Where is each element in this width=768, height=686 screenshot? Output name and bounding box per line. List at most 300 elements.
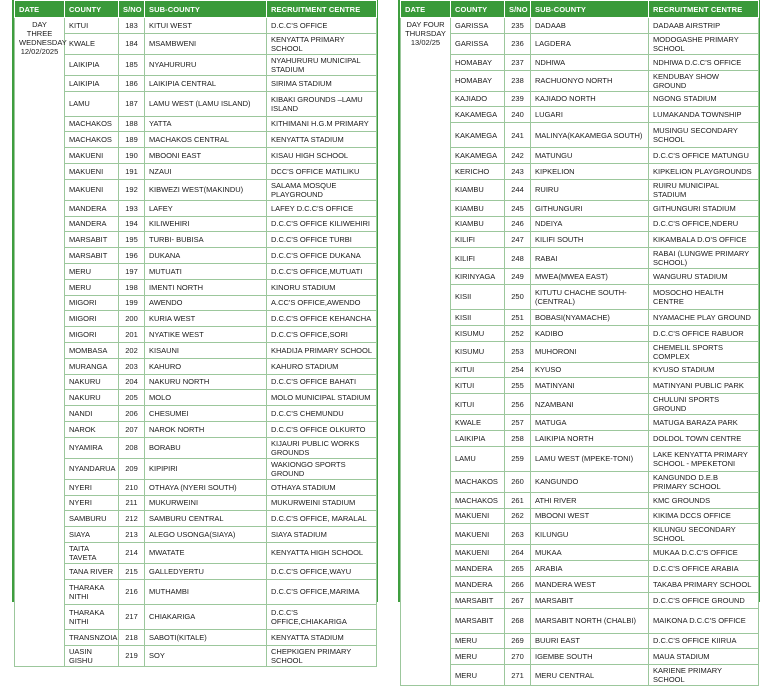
subcounty-cell: OTHAYA (NYERI SOUTH) xyxy=(145,479,267,495)
sno-cell: 184 xyxy=(119,33,145,54)
subcounty-cell: NAKURU NORTH xyxy=(145,374,267,390)
subcounty-cell: KIPIPIRI xyxy=(145,458,267,479)
sno-cell: 265 xyxy=(505,561,531,577)
centre-cell: KITHIMANI H.G.M PRIMARY xyxy=(267,116,377,132)
subcounty-cell: BUURI EAST xyxy=(531,633,649,649)
date-header: DATE xyxy=(401,1,451,18)
table-row xyxy=(15,132,377,148)
table-row xyxy=(15,216,377,232)
county-cell: LAIKIPIA xyxy=(65,75,119,91)
sno-cell: 206 xyxy=(119,406,145,422)
centre-cell: A.CC'S OFFICE,AWENDO xyxy=(267,295,377,311)
sno-cell: 215 xyxy=(119,563,145,579)
sno-cell: 262 xyxy=(505,508,531,524)
subcounty-cell: MUTUATI xyxy=(145,263,267,279)
county-cell: MARSABIT xyxy=(65,248,119,264)
centre-cell: SALAMA MOSQUE PLAYGROUND xyxy=(267,179,377,200)
table-row xyxy=(15,342,377,358)
sno-cell: 217 xyxy=(119,604,145,629)
subcounty-cell: MOLO xyxy=(145,390,267,406)
table-row xyxy=(15,200,377,216)
county-cell: KWALE xyxy=(65,33,119,54)
sno-cell: 240 xyxy=(505,107,531,123)
table-row xyxy=(401,18,759,34)
date-cell xyxy=(401,18,451,686)
county-cell: KITUI xyxy=(65,18,119,34)
subcounty-cell: CHESUMEI xyxy=(145,406,267,422)
subcounty-cell: ALEGO USONGA(SIAYA) xyxy=(145,527,267,543)
centre-cell: D.C.C'S OFFICE,WAYU xyxy=(267,563,377,579)
centre-cell: D.C.C'S OFFICE,SORI xyxy=(267,327,377,343)
centre-cell: D.C.C'S OFFICE xyxy=(267,18,377,34)
table-row xyxy=(401,545,759,561)
table-row xyxy=(401,70,759,91)
sno-cell: 238 xyxy=(505,70,531,91)
centre-cell: RUIRU MUNICIPAL STADIUM xyxy=(649,179,759,200)
centre-cell: KINORU STADIUM xyxy=(267,279,377,295)
date-line: THURSDAY xyxy=(405,29,446,38)
table-row xyxy=(15,563,377,579)
table-row xyxy=(401,649,759,665)
county-cell: MAKUENI xyxy=(65,163,119,179)
table-row xyxy=(15,248,377,264)
subcounty-cell: MUKURWEINI xyxy=(145,495,267,511)
county-cell: MERU xyxy=(451,649,505,665)
table-row xyxy=(15,295,377,311)
table-row xyxy=(401,200,759,216)
centre-cell: D.C.C'S OFFICE GROUND xyxy=(649,592,759,608)
centre-cell: D.C.C'S OFFICE ARABIA xyxy=(649,561,759,577)
table-row xyxy=(15,421,377,437)
subcounty-cell: MBOONI WEST xyxy=(531,508,649,524)
sno-cell: 190 xyxy=(119,148,145,164)
subcounty-cell: MARSABIT xyxy=(531,592,649,608)
centre-cell: D.C.C'S OFFICE OLKURTO xyxy=(267,421,377,437)
subcounty-cell: MATUGA xyxy=(531,415,649,431)
table-row xyxy=(15,579,377,604)
subcounty-cell: KIPKELION xyxy=(531,163,649,179)
county-cell: MERU xyxy=(451,665,505,686)
centre-cell: CHULUNI SPORTS GROUND xyxy=(649,394,759,415)
subcounty-cell: LAFEY xyxy=(145,200,267,216)
left-schedule-panel xyxy=(12,0,378,665)
subcounty-cell: AWENDO xyxy=(145,295,267,311)
county-cell: MERU xyxy=(451,633,505,649)
sno-cell: 243 xyxy=(505,163,531,179)
subcounty-cell: TURBI- BUBISA xyxy=(145,232,267,248)
sno-cell: 247 xyxy=(505,232,531,248)
table-row xyxy=(401,378,759,394)
sno-cell: 204 xyxy=(119,374,145,390)
subcounty-cell: KADIBO xyxy=(531,325,649,341)
table-row xyxy=(401,508,759,524)
county-cell: HOMABAY xyxy=(451,70,505,91)
sno-cell: 244 xyxy=(505,179,531,200)
subcounty-cell: MWEA(MWEA EAST) xyxy=(531,269,649,285)
centre-cell: KENYATTA STADIUM xyxy=(267,132,377,148)
sno-cell: 267 xyxy=(505,592,531,608)
sno-cell: 212 xyxy=(119,511,145,527)
table-row xyxy=(401,665,759,686)
county-cell: MARSABIT xyxy=(451,608,505,633)
subcounty-cell: LAIKIPIA CENTRAL xyxy=(145,75,267,91)
county-cell: KIAMBU xyxy=(451,216,505,232)
right-schedule-panel xyxy=(398,0,760,685)
county-cell: LAMU xyxy=(451,446,505,471)
table-row xyxy=(401,592,759,608)
subcounty-cell: IMENTI NORTH xyxy=(145,279,267,295)
county-cell: MAKUENI xyxy=(65,179,119,200)
centre-cell: KIKAMBALA D.O'S OFFICE xyxy=(649,232,759,248)
sno-cell: 236 xyxy=(505,33,531,54)
subcounty-cell: RUIRU xyxy=(531,179,649,200)
table-row xyxy=(15,645,377,666)
county-cell: MANDERA xyxy=(65,200,119,216)
centre-header: RECRUITMENT CENTRE xyxy=(267,1,377,18)
table-row xyxy=(401,492,759,508)
centre-cell: WAKIONGO SPORTS GROUND xyxy=(267,458,377,479)
centre-cell: MATUGA BARAZA PARK xyxy=(649,415,759,431)
sno-cell: 203 xyxy=(119,358,145,374)
subcounty-cell: MSAMBWENI xyxy=(145,33,267,54)
county-cell: KERICHO xyxy=(451,163,505,179)
table-row xyxy=(401,232,759,248)
county-cell: NYAMIRA xyxy=(65,437,119,458)
sno-cell: 214 xyxy=(119,542,145,563)
county-cell: MACHAKOS xyxy=(451,492,505,508)
county-cell: KISII xyxy=(451,284,505,309)
sno-cell: 194 xyxy=(119,216,145,232)
subcounty-cell: NYATIKE WEST xyxy=(145,327,267,343)
centre-cell: MATINYANI PUBLIC PARK xyxy=(649,378,759,394)
subcounty-cell: RABAI xyxy=(531,248,649,269)
header-row xyxy=(15,1,377,18)
centre-cell: KENDUBAY SHOW GROUND xyxy=(649,70,759,91)
subcounty-header: SUB-COUNTY xyxy=(531,1,649,18)
centre-cell: DADAAB AIRSTRIP xyxy=(649,18,759,34)
subcounty-cell: KAJIADO NORTH xyxy=(531,91,649,107)
subcounty-cell: GALLEDYERTU xyxy=(145,563,267,579)
sno-cell: 246 xyxy=(505,216,531,232)
subcounty-cell: DADAAB xyxy=(531,18,649,34)
centre-cell: D.C.C'S OFFICE RABUOR xyxy=(649,325,759,341)
table-row xyxy=(15,358,377,374)
centre-cell: KIBAKI GROUNDS –LAMU ISLAND xyxy=(267,91,377,116)
centre-cell: KENYATTA STADIUM xyxy=(267,629,377,645)
table-row xyxy=(15,479,377,495)
table-row xyxy=(401,284,759,309)
table-row xyxy=(401,362,759,378)
county-cell: SAMBURU xyxy=(65,511,119,527)
county-cell: THARAKA NITHI xyxy=(65,579,119,604)
county-cell: MAKUENI xyxy=(451,508,505,524)
county-cell: MACHAKOS xyxy=(65,116,119,132)
sno-cell: 268 xyxy=(505,608,531,633)
sno-cell: 218 xyxy=(119,629,145,645)
subcounty-cell: NDEIYA xyxy=(531,216,649,232)
table-row xyxy=(401,415,759,431)
sno-cell: 208 xyxy=(119,437,145,458)
county-cell: NYERI xyxy=(65,495,119,511)
centre-cell: D.C.C'S OFFICE TURBI xyxy=(267,232,377,248)
subcounty-cell: SAMBURU CENTRAL xyxy=(145,511,267,527)
left-schedule-table xyxy=(14,0,377,667)
table-row xyxy=(15,116,377,132)
centre-cell: D.C.C'S OFFICE, MARALAL xyxy=(267,511,377,527)
centre-cell: D.C.C'S OFFICE KEHANCHA xyxy=(267,311,377,327)
subcounty-cell: KITUI WEST xyxy=(145,18,267,34)
table-row xyxy=(401,608,759,633)
subcounty-cell: MATUNGU xyxy=(531,148,649,164)
sno-cell: 202 xyxy=(119,342,145,358)
left-table-body xyxy=(15,18,377,667)
sno-cell: 198 xyxy=(119,279,145,295)
table-row xyxy=(15,33,377,54)
sno-cell: 256 xyxy=(505,394,531,415)
table-row xyxy=(401,471,759,492)
centre-cell: D.C.C'S OFFICE KILIWEHIRI xyxy=(267,216,377,232)
subcounty-cell: NDHIWA xyxy=(531,54,649,70)
county-cell: NAKURU xyxy=(65,374,119,390)
sno-cell: 210 xyxy=(119,479,145,495)
sno-cell: 258 xyxy=(505,430,531,446)
county-cell: KIAMBU xyxy=(451,179,505,200)
county-cell: MANDERA xyxy=(65,216,119,232)
county-cell: MURANGA xyxy=(65,358,119,374)
county-cell: KAKAMEGA xyxy=(451,148,505,164)
table-row xyxy=(401,54,759,70)
sno-cell: 251 xyxy=(505,309,531,325)
sno-cell: 259 xyxy=(505,446,531,471)
subcounty-cell: KAHURO xyxy=(145,358,267,374)
centre-cell: NGONG STADIUM xyxy=(649,91,759,107)
county-cell: THARAKA NITHI xyxy=(65,604,119,629)
county-cell: MACHAKOS xyxy=(65,132,119,148)
table-row xyxy=(15,629,377,645)
centre-cell: KMC GROUNDS xyxy=(649,492,759,508)
sno-cell: 205 xyxy=(119,390,145,406)
subcounty-cell: GITHUNGURI xyxy=(531,200,649,216)
table-row xyxy=(401,123,759,148)
county-cell: KITUI xyxy=(451,394,505,415)
table-row xyxy=(15,148,377,164)
county-cell: KISUMU xyxy=(451,341,505,362)
centre-cell: MAUA STADIUM xyxy=(649,649,759,665)
sno-cell: 191 xyxy=(119,163,145,179)
county-cell: UASIN GISHU xyxy=(65,645,119,666)
sno-cell: 248 xyxy=(505,248,531,269)
table-row xyxy=(15,527,377,543)
subcounty-cell: SABOTI(KITALE) xyxy=(145,629,267,645)
column-gutter xyxy=(383,0,393,602)
subcounty-cell: NAROK NORTH xyxy=(145,421,267,437)
centre-cell: DOLDOL TOWN CENTRE xyxy=(649,430,759,446)
subcounty-cell: KISAUNI xyxy=(145,342,267,358)
county-cell: MAKUENI xyxy=(451,524,505,545)
centre-cell: MODOGASHE PRIMARY SCHOOL xyxy=(649,33,759,54)
centre-cell: TAKABA PRIMARY SCHOOL xyxy=(649,576,759,592)
county-cell: NAROK xyxy=(65,421,119,437)
centre-cell: GITHUNGURI STADIUM xyxy=(649,200,759,216)
county-cell: LAIKIPIA xyxy=(65,54,119,75)
county-cell: LAIKIPIA xyxy=(451,430,505,446)
sno-cell: 253 xyxy=(505,341,531,362)
county-cell: KILIFI xyxy=(451,232,505,248)
table-row xyxy=(401,269,759,285)
county-cell: KIAMBU xyxy=(451,200,505,216)
subcounty-cell: LAIKIPIA NORTH xyxy=(531,430,649,446)
county-cell: KAKAMEGA xyxy=(451,107,505,123)
sno-cell: 185 xyxy=(119,54,145,75)
sno-cell: 199 xyxy=(119,295,145,311)
county-cell: KWALE xyxy=(451,415,505,431)
centre-cell: D.C.C'S OFFICE,MARIMA xyxy=(267,579,377,604)
subcounty-cell: LUGARI xyxy=(531,107,649,123)
sno-cell: 211 xyxy=(119,495,145,511)
sno-cell: 197 xyxy=(119,263,145,279)
centre-cell: SIRIMA STADIUM xyxy=(267,75,377,91)
sno-cell: 264 xyxy=(505,545,531,561)
date-line: DAY FOUR xyxy=(406,20,445,29)
table-row xyxy=(401,633,759,649)
subcounty-cell: ARABIA xyxy=(531,561,649,577)
sno-cell: 187 xyxy=(119,91,145,116)
centre-cell: MOSOCHO HEALTH CENTRE xyxy=(649,284,759,309)
table-row xyxy=(15,232,377,248)
subcounty-cell: KITUTU CHACHE SOUTH-(CENTRAL) xyxy=(531,284,649,309)
table-row xyxy=(401,148,759,164)
sno-cell: 255 xyxy=(505,378,531,394)
centre-cell: KENYATTA HIGH SCHOOL xyxy=(267,542,377,563)
subcounty-cell: NYAHURURU xyxy=(145,54,267,75)
sno-cell: 183 xyxy=(119,18,145,34)
sno-cell: 263 xyxy=(505,524,531,545)
county-cell: MARSABIT xyxy=(451,592,505,608)
table-row xyxy=(15,163,377,179)
sno-cell: 249 xyxy=(505,269,531,285)
table-row xyxy=(401,524,759,545)
table-row xyxy=(15,458,377,479)
date-header: DATE xyxy=(15,1,65,18)
header-row xyxy=(401,1,759,18)
county-cell: MARSABIT xyxy=(65,232,119,248)
county-cell: KAKAMEGA xyxy=(451,123,505,148)
sno-cell: 250 xyxy=(505,284,531,309)
table-row xyxy=(401,394,759,415)
subcounty-cell: ATHI RIVER xyxy=(531,492,649,508)
table-row xyxy=(15,495,377,511)
sno-cell: 196 xyxy=(119,248,145,264)
centre-cell: D.C.C'S OFFICE,MUTUATI xyxy=(267,263,377,279)
county-header: COUNTY xyxy=(451,1,505,18)
table-row xyxy=(401,576,759,592)
centre-cell: NYAMACHE PLAY GROUND xyxy=(649,309,759,325)
centre-cell: D.C.C'S CHEMUNDU xyxy=(267,406,377,422)
county-cell: MANDERA xyxy=(451,576,505,592)
centre-cell: D.C.C'S OFFICE,NDERU xyxy=(649,216,759,232)
subcounty-cell: NZAUI xyxy=(145,163,267,179)
county-cell: KIRINYAGA xyxy=(451,269,505,285)
county-cell: MACHAKOS xyxy=(451,471,505,492)
county-cell: NYANDARUA xyxy=(65,458,119,479)
centre-cell: DCC'S OFFICE MATILIKU xyxy=(267,163,377,179)
table-row xyxy=(401,179,759,200)
sno-cell: 257 xyxy=(505,415,531,431)
table-row xyxy=(401,163,759,179)
subcounty-header: SUB-COUNTY xyxy=(145,1,267,18)
table-row xyxy=(401,309,759,325)
county-cell: MAKUENI xyxy=(65,148,119,164)
centre-cell: CHEPKIGEN PRIMARY SCHOOL xyxy=(267,645,377,666)
centre-cell: NDHIWA D.C.C'S OFFICE xyxy=(649,54,759,70)
sno-cell: 242 xyxy=(505,148,531,164)
right-table-body xyxy=(401,18,759,686)
county-cell: KAJIADO xyxy=(451,91,505,107)
centre-cell: KAHURO STADIUM xyxy=(267,358,377,374)
county-cell: GARISSA xyxy=(451,33,505,54)
subcounty-cell: KIBWEZI WEST(MAKINDU) xyxy=(145,179,267,200)
centre-cell: MUKAA D.C.C'S OFFICE xyxy=(649,545,759,561)
centre-cell: LUMAKANDA TOWNSHIP xyxy=(649,107,759,123)
sno-cell: 241 xyxy=(505,123,531,148)
subcounty-cell: MERU CENTRAL xyxy=(531,665,649,686)
county-cell: MERU xyxy=(65,279,119,295)
subcounty-cell: BORABU xyxy=(145,437,267,458)
county-cell: KITUI xyxy=(451,378,505,394)
centre-cell: MUSINGU SECONDARY SCHOOL xyxy=(649,123,759,148)
centre-cell: SIAYA STADIUM xyxy=(267,527,377,543)
county-cell: MERU xyxy=(65,263,119,279)
table-row xyxy=(401,33,759,54)
subcounty-cell: MANDERA WEST xyxy=(531,576,649,592)
table-row xyxy=(15,179,377,200)
sno-cell: 261 xyxy=(505,492,531,508)
subcounty-cell: KURIA WEST xyxy=(145,311,267,327)
table-row xyxy=(15,311,377,327)
subcounty-cell: LAGDERA xyxy=(531,33,649,54)
centre-cell: LAFEY D.C.C'S OFFICE xyxy=(267,200,377,216)
sno-cell: 188 xyxy=(119,116,145,132)
subcounty-cell: MARSABIT NORTH (CHALBI) xyxy=(531,608,649,633)
county-cell: MIGORI xyxy=(65,327,119,343)
table-row xyxy=(15,75,377,91)
subcounty-cell: KILIFI SOUTH xyxy=(531,232,649,248)
sno-cell: 271 xyxy=(505,665,531,686)
county-cell: MOMBASA xyxy=(65,342,119,358)
sno-cell: 207 xyxy=(119,421,145,437)
sno-cell: 200 xyxy=(119,311,145,327)
subcounty-cell: SOY xyxy=(145,645,267,666)
county-cell: HOMABAY xyxy=(451,54,505,70)
centre-cell: D.C.C'S OFFICE,CHIAKARIGA xyxy=(267,604,377,629)
sno-cell: 219 xyxy=(119,645,145,666)
table-row xyxy=(15,327,377,343)
centre-cell: KARIENE PRIMARY SCHOOL xyxy=(649,665,759,686)
centre-cell: D.C.C'S OFFICE DUKANA xyxy=(267,248,377,264)
centre-cell: KANGUNDO D.E.B PRIMARY SCHOOL xyxy=(649,471,759,492)
subcounty-cell: CHIAKARIGA xyxy=(145,604,267,629)
table-row xyxy=(15,511,377,527)
centre-cell: KILUNGU SECONDARY SCHOOL xyxy=(649,524,759,545)
county-cell: KILIFI xyxy=(451,248,505,269)
subcounty-cell: MALINYA(KAKAMEGA SOUTH) xyxy=(531,123,649,148)
centre-cell: KIJAURI PUBLIC WORKS GROUNDS xyxy=(267,437,377,458)
subcounty-cell: NZAMBANI xyxy=(531,394,649,415)
county-cell: KITUI xyxy=(451,362,505,378)
subcounty-cell: KANGUNDO xyxy=(531,471,649,492)
centre-cell: WANGURU STADIUM xyxy=(649,269,759,285)
table-row xyxy=(401,248,759,269)
